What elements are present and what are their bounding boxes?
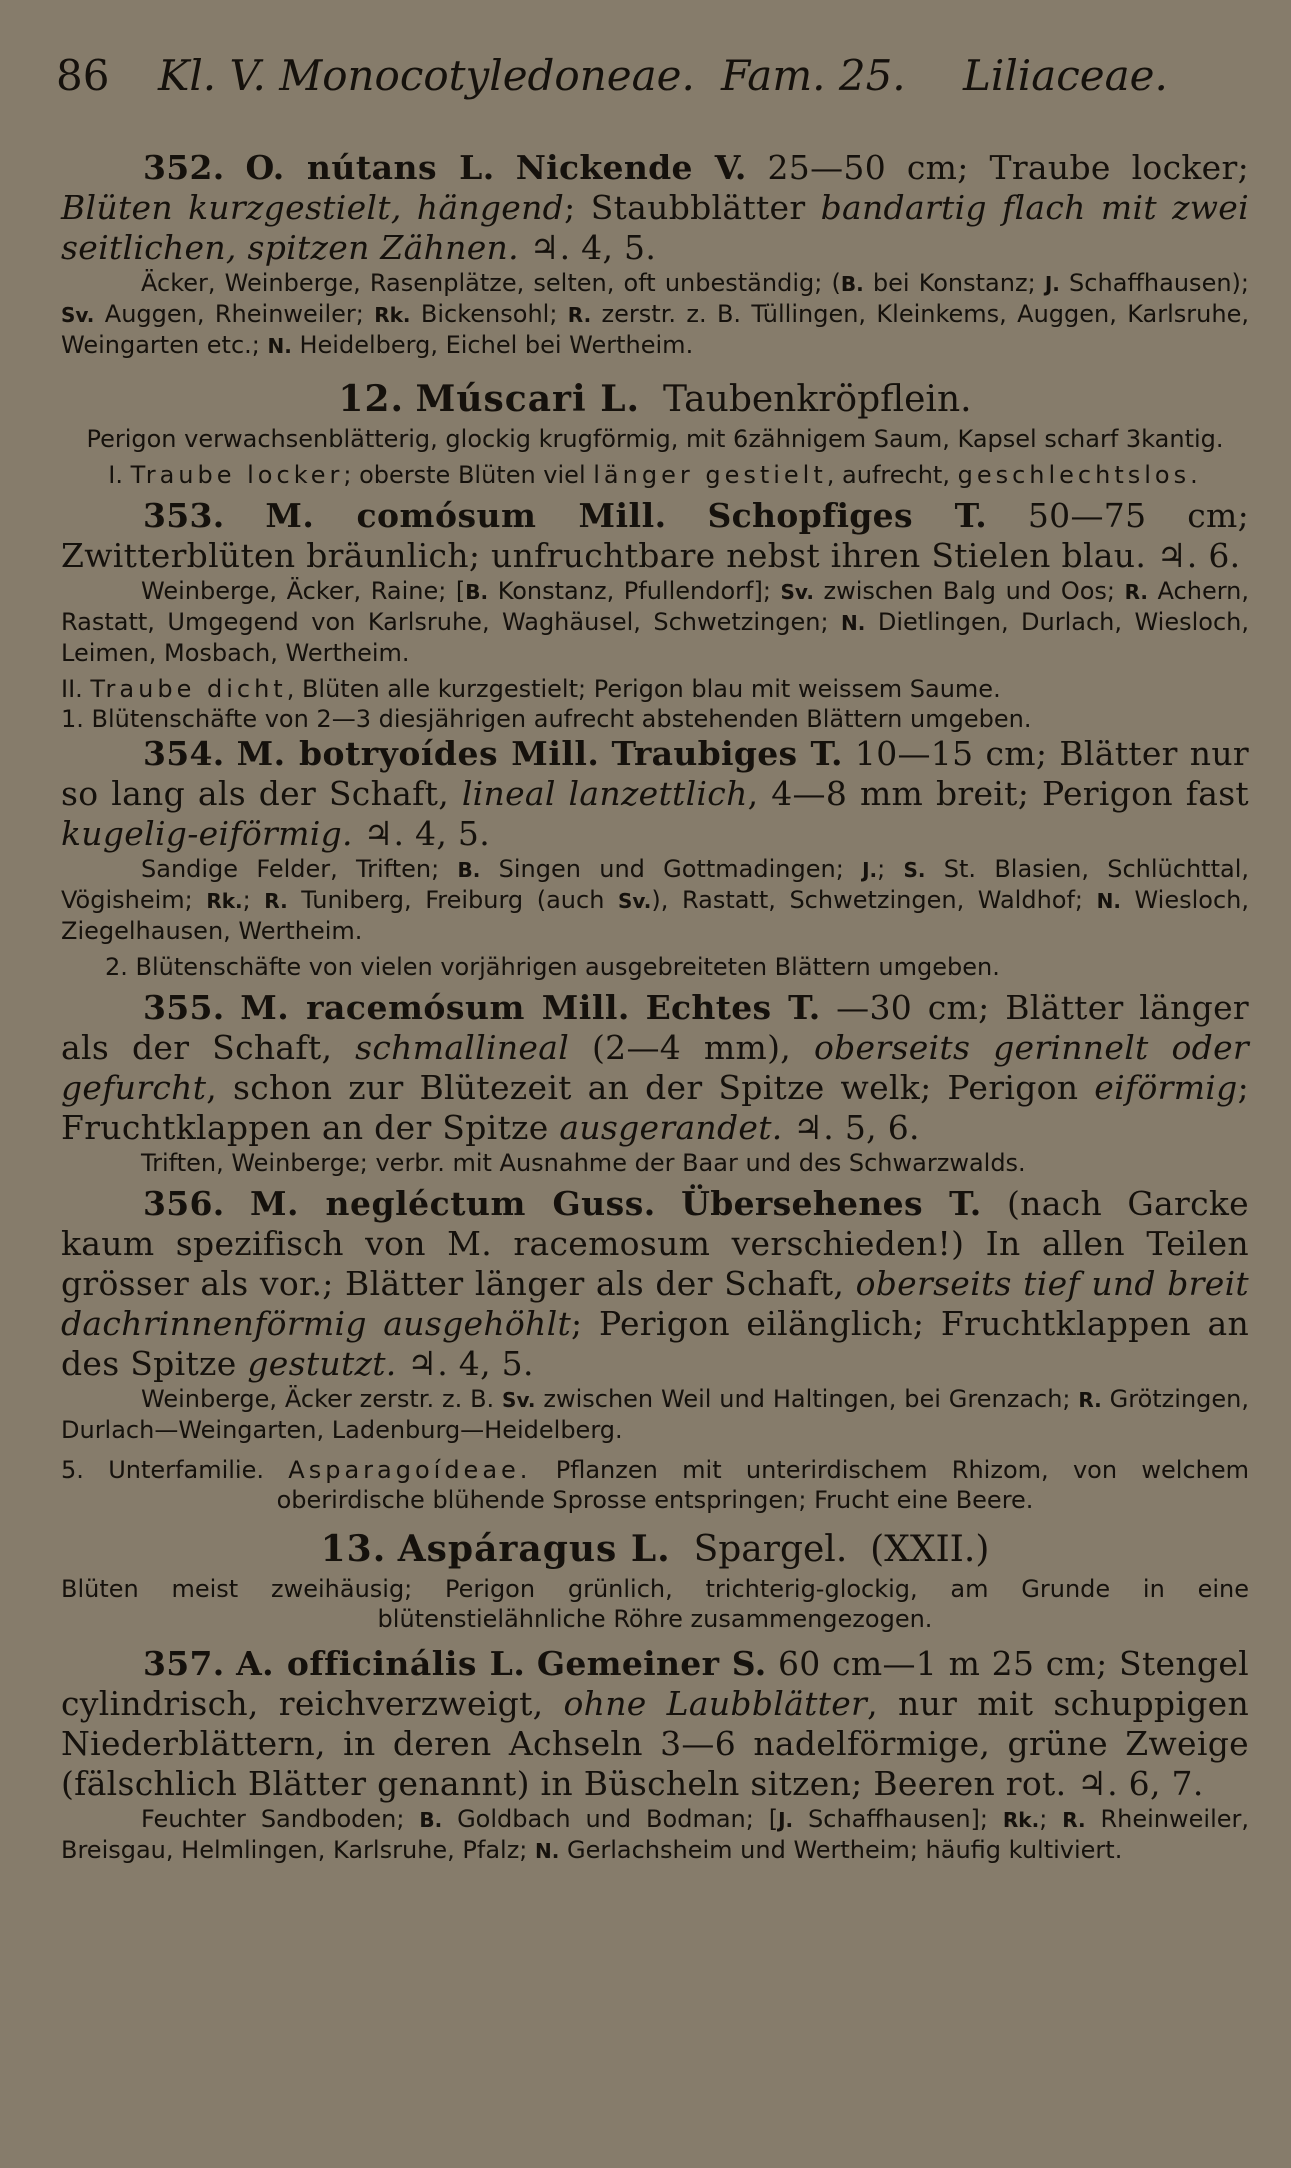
genus-12-description: Perigon verwachsenblätterig, glockig krugförmig, mit 6zähnigem Saum, Kapsel scharf 3kantig. xyxy=(86,425,1224,453)
key-II-1: 1. Blütenschäfte von 2—3 diesjährigen aufrecht abstehenden Blättern umgeben. xyxy=(61,705,1032,733)
localities-356: Weinberge, Äcker zerstr. z. B. Sv. zwischen Weil und Haltingen, bei Grenzach; R. Grötzingen, Durlach—Weingarten, Ladenburg—Heidelberg. xyxy=(61,1385,1249,1444)
localities-353: Weinberge, Äcker, Raine; [B. Konstanz, Pfullendorf]; Sv. zwischen Balg und Oos; R. Achern, Rastatt, Umgegend von Karlsruhe, Waghäusel, Schwetzingen; N. Dietlingen, Durlach, Wiesloch, Leimen, Mosbach, Wertheim. xyxy=(61,577,1250,667)
localities-357: Feuchter Sandboden; B. Goldbach und Bodman; [J. Schaffhausen]; Rk.; R. Rheinweiler, Breisgau, Helmlingen, Karlsruhe, Pfalz; N. Gerlachsheim und Wertheim; häufig kultiviert. xyxy=(61,1805,1250,1864)
key-I: I. Traube locker; oberste Blüten viel länger gestielt, aufrecht, geschlechtslos. xyxy=(108,461,1202,489)
species-355: 355. M. racemósum Mill. Echtes T. —30 cm; Blätter länger als der Schaft, schmallineal (2—4 mm), oberseits gerinnelt oder gefurcht, schon zur Blütezeit an der Spitze welk; Perigon eiförmig; Fruchtklappen an der Spitze ausgerandet. ♃. 5, 6. xyxy=(61,988,1249,1147)
localities-354: Sandige Felder, Triften; B. Singen und Gottmadingen; J.; S. St. Blasien, Schlüchttal, Vögisheim; Rk.; R. Tuniberg, Freiburg (auch Sv.), Rastatt, Schwetzingen, Waldhof; N. Wiesloch, Ziegelhausen, Wertheim. xyxy=(61,855,1250,945)
species-356: 356. M. negléctum Guss. Übersehenes T. (nach Garcke kaum spezifisch von M. racemosum verschieden!) In allen Teilen grösser als vor.; Blätter länger als der Schaft, oberseits tief und breit dachrinnenförmig ausgehöhlt; Perigon eilänglich; Fruchtklappen an des Spitze gestutzt. ♃. 4, 5. xyxy=(61,1184,1250,1383)
running-header xyxy=(56,48,1246,108)
genus-13-description: Blüten meist zweihäusig; Perigon grünlich, trichterig-glockig, am Grunde in eine blütenstielähnliche Röhre zusammengezogen. xyxy=(61,1575,1249,1633)
genus-13-heading: 13. Aspáragus L. Spargel. (XXII.) xyxy=(320,1528,990,1570)
header-family: Fam. 25. xyxy=(721,51,906,100)
page-body xyxy=(61,148,1249,1866)
genus-12-heading: 12. Múscari L. Taubenkröpflein. xyxy=(338,378,972,420)
species-353: 353. M. comósum Mill. Schopfiges T. 50—75 cm; Zwitterblüten bräunlich; unfruchtbare nebst ihren Stielen blau. ♃. 6. xyxy=(61,496,1249,575)
species-352: 352. O. nútans L. Nickende V. 25—50 cm; Traube locker; Blüten kurzgestielt, hängend; Staubblätter bandartig flach mit zwei seitlichen, spitzen Zähnen. ♃. 4, 5. xyxy=(61,148,1250,267)
species-354: 354. M. botryoídes Mill. Traubiges T. 10—15 cm; Blätter nur so lang als der Schaft, lineal lanzettlich, 4—8 mm breit; Perigon fast kugelig-eiförmig. ♃. 4, 5. xyxy=(61,734,1249,853)
localities-355: Triften, Weinberge; verbr. mit Ausnahme der Baar und des Schwarzwalds. xyxy=(141,1149,1026,1177)
header-family-name: Liliaceae. xyxy=(963,51,1168,100)
localities-352: Äcker, Weinberge, Rasenplätze, selten, oft unbeständig; (B. bei Konstanz; J. Schaffhausen); Sv. Auggen, Rheinweiler; Rk. Bickensohl; R. zerstr. z. B. Tüllingen, Kleinkems, Auggen, Karlsruhe, Weingarten etc.; N. Heidelberg, Eichel bei Wertheim. xyxy=(61,269,1249,359)
species-357: 357. A. officinális L. Gemeiner S. 60 cm—1 m 25 cm; Stengel cylindrisch, reichverzweigt, ohne Laubblätter, nur mit schuppigen Niederblättern, in deren Achseln 3—6 nadelförmige, grüne Zweige (fälschlich Blätter genannt) in Büscheln sitzen; Beeren rot. ♃. 6, 7. xyxy=(61,1644,1250,1803)
subfamily-5: 5. Unterfamilie. Asparagoídeae. Pflanzen mit unterirdischem Rhizom, von welchem oberirdische blühende Sprosse entspringen; Frucht eine Beere. xyxy=(61,1456,1249,1514)
page-number: 86 xyxy=(56,51,110,100)
key-II-2: 2. Blütenschäfte von vielen vorjährigen ausgebreiteten Blättern umgeben. xyxy=(105,953,1000,981)
key-II: II. Traube dicht, Blüten alle kurzgestielt; Perigon blau mit weissem Saume. xyxy=(61,675,1001,703)
header-class: Kl. V. Monocotyledoneae. xyxy=(158,51,695,100)
